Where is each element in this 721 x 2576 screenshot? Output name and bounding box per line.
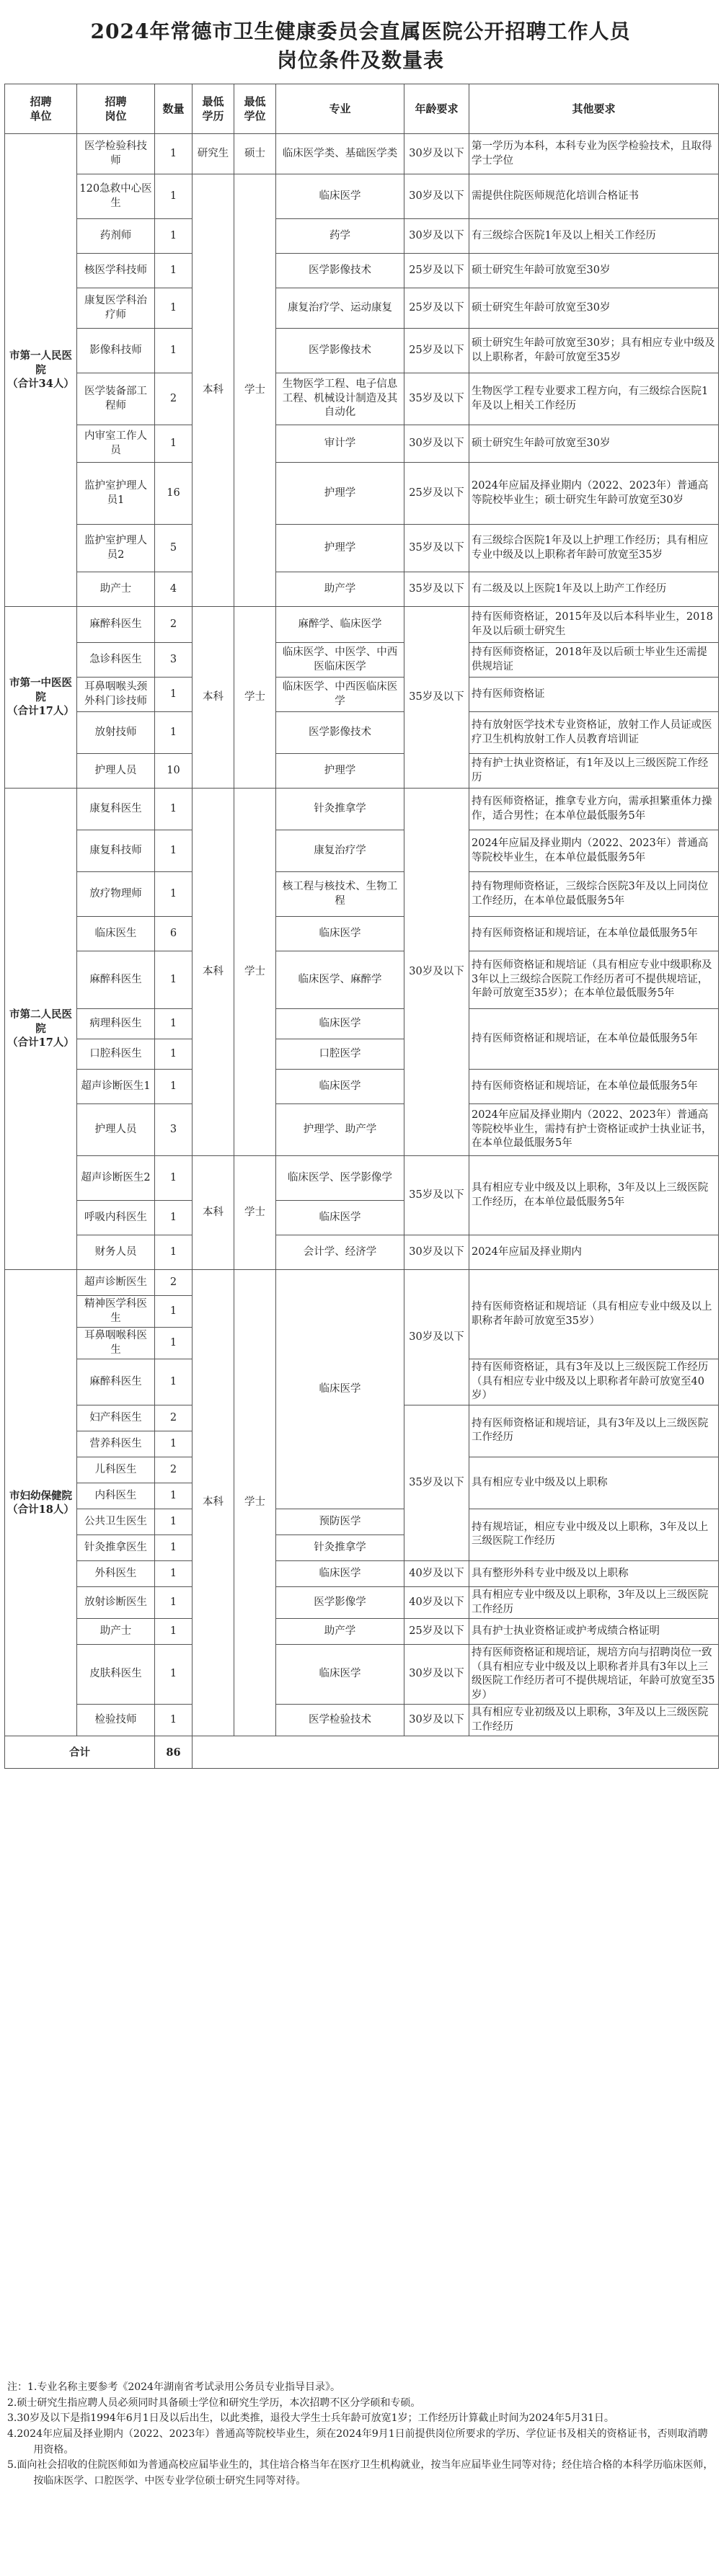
cell-qty: 1 bbox=[155, 1201, 193, 1235]
cell-age: 30岁及以下 bbox=[404, 425, 469, 463]
cell-major: 麻醉学、临床医学 bbox=[276, 607, 404, 643]
cell-qty: 1 bbox=[155, 1509, 193, 1535]
cell-other: 持有医师资格证和规培证，具有3年及以上三级医院工作经历 bbox=[469, 1405, 719, 1457]
cell-other: 有三级综合医院1年及以上护理工作经历；具有相应专业中级及以上职称者年龄可放宽至35岁 bbox=[469, 525, 719, 572]
cell-major: 医学影像技术 bbox=[276, 329, 404, 373]
cell-major: 康复治疗学 bbox=[276, 830, 404, 872]
cell-post: 急诊科医生 bbox=[77, 643, 155, 678]
table-row bbox=[5, 1270, 719, 1296]
cell-post: 药剂师 bbox=[77, 219, 155, 254]
cell-major: 助产学 bbox=[276, 572, 404, 607]
cell-major: 口腔医学 bbox=[276, 1039, 404, 1070]
cell-post: 康复科技师 bbox=[77, 830, 155, 872]
cell-other: 具有相应专业中级及以上职称，3年及以上三级医院工作经历 bbox=[469, 1586, 719, 1618]
cell-post: 超声诊断医生2 bbox=[77, 1156, 155, 1201]
table-row bbox=[5, 1070, 719, 1104]
table-row bbox=[5, 329, 719, 373]
cell-post: 医学装备部工程师 bbox=[77, 373, 155, 425]
cell-major: 针灸推拿学 bbox=[276, 789, 404, 830]
table-row bbox=[5, 254, 719, 288]
cell-edu: 本科 bbox=[193, 1270, 234, 1736]
cell-major: 医学检验技术 bbox=[276, 1705, 404, 1736]
cell-post: 临床医生 bbox=[77, 917, 155, 951]
table-header-row bbox=[5, 84, 719, 134]
cell-post: 麻醉科医生 bbox=[77, 1359, 155, 1405]
cell-qty: 1 bbox=[155, 1156, 193, 1201]
cell-qty: 1 bbox=[155, 1535, 193, 1560]
cell-qty: 1 bbox=[155, 1070, 193, 1104]
cell-post: 医学检验科技师 bbox=[77, 134, 155, 174]
cell-qty: 5 bbox=[155, 525, 193, 572]
cell-edu: 本科 bbox=[193, 1156, 234, 1270]
cell-qty: 1 bbox=[155, 219, 193, 254]
cell-major: 护理学 bbox=[276, 525, 404, 572]
cell-age: 30岁及以下 bbox=[404, 1235, 469, 1270]
cell-post: 超声诊断医生 bbox=[77, 1270, 155, 1296]
cell-degree: 学士 bbox=[234, 1270, 276, 1736]
cell-age: 30岁及以下 bbox=[404, 1270, 469, 1405]
page-title: 2024年常德市卫生健康委员会直属医院公开招聘工作人员 bbox=[90, 19, 631, 43]
cell-degree: 学士 bbox=[234, 789, 276, 1156]
cell-qty: 1 bbox=[155, 329, 193, 373]
cell-age: 35岁及以下 bbox=[404, 1156, 469, 1235]
cell-major: 护理学 bbox=[276, 463, 404, 525]
cell-age: 35岁及以下 bbox=[404, 525, 469, 572]
cell-major: 药学 bbox=[276, 219, 404, 254]
cell-major: 医学影像学 bbox=[276, 1586, 404, 1618]
cell-qty: 1 bbox=[155, 1328, 193, 1359]
cell-qty: 1 bbox=[155, 1586, 193, 1618]
cell-other: 2024年应届及择业期内（2022、2023年）普通高等院校毕业生，需持有护士资格证或护士执业证书，在本单位最低服务5年 bbox=[469, 1104, 719, 1156]
table-row bbox=[5, 951, 719, 1009]
cell-qty: 1 bbox=[155, 789, 193, 830]
cell-post: 检验技师 bbox=[77, 1705, 155, 1736]
cell-qty: 1 bbox=[155, 872, 193, 917]
table-row bbox=[5, 607, 719, 643]
cell-major: 会计学、经济学 bbox=[276, 1235, 404, 1270]
unit-1: 市第一人民医院 （合计34人） bbox=[5, 134, 77, 607]
cell-post: 120急救中心医生 bbox=[77, 174, 155, 219]
header-qty: 数量 bbox=[155, 84, 193, 134]
cell-age: 30岁及以下 bbox=[404, 174, 469, 219]
cell-post: 皮肤科医生 bbox=[77, 1645, 155, 1705]
total-row bbox=[5, 1736, 719, 1769]
cell-major: 临床医学、医学影像学 bbox=[276, 1156, 404, 1201]
cell-other: 持有医师资格证，具有3年及以上三级医院工作经历（具有相应专业中级及以上职称者年龄可放宽至40岁） bbox=[469, 1359, 719, 1405]
cell-post: 精神医学科医生 bbox=[77, 1296, 155, 1328]
page-subtitle: 岗位条件及数量表 bbox=[276, 48, 444, 72]
table-row bbox=[5, 1235, 719, 1270]
cell-other: 具有相应专业初级及以上职称，3年及以上三级医院工作经历 bbox=[469, 1705, 719, 1736]
cell-age: 30岁及以下 bbox=[404, 1705, 469, 1736]
table-row bbox=[5, 572, 719, 607]
cell-major: 临床医学 bbox=[276, 1201, 404, 1235]
cell-qty: 4 bbox=[155, 572, 193, 607]
unit-4: 市妇幼保健院 （合计18人） bbox=[5, 1270, 77, 1736]
table-row bbox=[5, 373, 719, 425]
cell-age: 35岁及以下 bbox=[404, 373, 469, 425]
table-row bbox=[5, 1705, 719, 1736]
cell-degree: 学士 bbox=[234, 607, 276, 789]
cell-other: 硕士研究生年龄可放宽至30岁 bbox=[469, 254, 719, 288]
cell-edu: 本科 bbox=[193, 607, 234, 789]
table-row bbox=[5, 1586, 719, 1618]
table-row bbox=[5, 754, 719, 789]
cell-qty: 1 bbox=[155, 678, 193, 712]
notes bbox=[7, 2380, 714, 2490]
table-row bbox=[5, 1009, 719, 1039]
cell-major: 临床医学、中西医临床医学 bbox=[276, 678, 404, 712]
cell-age: 35岁及以下 bbox=[404, 572, 469, 607]
cell-other: 生物医学工程专业要求工程方向，有三级综合医院1年及以上相关工作经历 bbox=[469, 373, 719, 425]
cell-age: 40岁及以下 bbox=[404, 1586, 469, 1618]
cell-major: 审计学 bbox=[276, 425, 404, 463]
cell-post: 呼吸内科医生 bbox=[77, 1201, 155, 1235]
cell-post: 麻醉科医生 bbox=[77, 607, 155, 643]
cell-qty: 1 bbox=[155, 254, 193, 288]
cell-qty: 1 bbox=[155, 830, 193, 872]
cell-edu: 本科 bbox=[193, 174, 234, 607]
cell-qty: 1 bbox=[155, 134, 193, 174]
cell-other: 持有医师资格证和规培证，在本单位最低服务5年 bbox=[469, 1009, 719, 1070]
cell-qty: 1 bbox=[155, 1235, 193, 1270]
cell-qty: 1 bbox=[155, 288, 193, 329]
cell-degree: 学士 bbox=[234, 1156, 276, 1270]
table-row bbox=[5, 1619, 719, 1645]
cell-post: 麻醉科医生 bbox=[77, 951, 155, 1009]
cell-qty: 1 bbox=[155, 1039, 193, 1070]
cell-post: 儿科医生 bbox=[77, 1457, 155, 1483]
cell-qty: 1 bbox=[155, 1431, 193, 1457]
header-degree: 最低 学位 bbox=[234, 84, 276, 134]
header-age: 年龄要求 bbox=[404, 84, 469, 134]
note-1: 注：1.专业名称主要参考《2024年湖南省考试录用公务员专业指导目录》。 bbox=[7, 2381, 340, 2393]
cell-age: 30岁及以下 bbox=[404, 219, 469, 254]
cell-other: 具有护士执业资格证或护考成绩合格证明 bbox=[469, 1619, 719, 1645]
table-row bbox=[5, 1560, 719, 1586]
cell-other: 2024年应届及择业期内 bbox=[469, 1235, 719, 1270]
cell-degree: 硕士 bbox=[234, 134, 276, 174]
cell-qty: 1 bbox=[155, 1359, 193, 1405]
cell-post: 耳鼻咽喉科医生 bbox=[77, 1328, 155, 1359]
table-row bbox=[5, 525, 719, 572]
cell-major: 针灸推拿学 bbox=[276, 1535, 404, 1560]
cell-qty: 2 bbox=[155, 373, 193, 425]
table-row bbox=[5, 917, 719, 951]
total-label: 合计 bbox=[5, 1736, 155, 1769]
cell-post: 内审室工作人员 bbox=[77, 425, 155, 463]
cell-other: 持有放射医学技术专业资格证，放射工作人员证或医疗卫生机构放射工作人员教育培训证 bbox=[469, 712, 719, 754]
cell-post: 助产士 bbox=[77, 572, 155, 607]
header-other: 其他要求 bbox=[469, 84, 719, 134]
note-4: 4.2024年应届及择业期内（2022、2023年）普通高等院校毕业生，须在2024年9月1日前提供岗位所要求的学历、学位证书及相关的资格证书，否则取消聘用资格。 bbox=[7, 2428, 708, 2456]
cell-age: 30岁及以下 bbox=[404, 789, 469, 1156]
table-row bbox=[5, 1104, 719, 1156]
table-row bbox=[5, 1509, 719, 1535]
cell-post: 口腔科医生 bbox=[77, 1039, 155, 1070]
cell-age: 25岁及以下 bbox=[404, 254, 469, 288]
cell-other: 具有相应专业中级及以上职称，3年及以上三级医院工作经历，在本单位最低服务5年 bbox=[469, 1156, 719, 1235]
cell-post: 超声诊断医生1 bbox=[77, 1070, 155, 1104]
cell-other: 持有规培证，相应专业中级及以上职称，3年及以上三级医院工作经历 bbox=[469, 1509, 719, 1560]
cell-qty: 1 bbox=[155, 951, 193, 1009]
cell-qty: 6 bbox=[155, 917, 193, 951]
cell-other: 2024年应届及择业期内（2022、2023年）普通高等院校毕业生；硕士研究生年龄可放宽至30岁 bbox=[469, 463, 719, 525]
cell-post: 针灸推拿医生 bbox=[77, 1535, 155, 1560]
cell-other: 有三级综合医院1年及以上相关工作经历 bbox=[469, 219, 719, 254]
cell-major: 临床医学 bbox=[276, 1009, 404, 1039]
cell-qty: 1 bbox=[155, 712, 193, 754]
table-row bbox=[5, 425, 719, 463]
cell-post: 放射诊断医生 bbox=[77, 1586, 155, 1618]
cell-major: 生物医学工程、电子信息工程、机械设计制造及其自动化 bbox=[276, 373, 404, 425]
cell-major: 临床医学 bbox=[276, 1070, 404, 1104]
cell-post: 营养科医生 bbox=[77, 1431, 155, 1457]
cell-age: 40岁及以下 bbox=[404, 1560, 469, 1586]
cell-other: 硕士研究生年龄可放宽至30岁 bbox=[469, 425, 719, 463]
cell-other: 持有物理师资格证，三级综合医院3年及以上同岗位工作经历，在本单位最低服务5年 bbox=[469, 872, 719, 917]
cell-major: 医学影像技术 bbox=[276, 712, 404, 754]
cell-major: 临床医学、麻醉学 bbox=[276, 951, 404, 1009]
cell-major: 临床医学 bbox=[276, 1560, 404, 1586]
cell-other: 具有相应专业中级及以上职称 bbox=[469, 1457, 719, 1509]
header-major: 专业 bbox=[276, 84, 404, 134]
cell-major: 核工程与核技术、生物工程 bbox=[276, 872, 404, 917]
cell-major: 预防医学 bbox=[276, 1509, 404, 1535]
cell-post: 病理科医生 bbox=[77, 1009, 155, 1039]
table-row bbox=[5, 134, 719, 174]
cell-major: 助产学 bbox=[276, 1619, 404, 1645]
cell-qty: 3 bbox=[155, 1104, 193, 1156]
table-row bbox=[5, 463, 719, 525]
unit-3: 市第二人民医院 （合计17人） bbox=[5, 789, 77, 1270]
cell-qty: 1 bbox=[155, 1560, 193, 1586]
cell-major: 护理学、助产学 bbox=[276, 1104, 404, 1156]
cell-other: 持有医师资格证，2015年及以后本科毕业生，2018年及以后硕士研究生 bbox=[469, 607, 719, 643]
cell-post: 放射技师 bbox=[77, 712, 155, 754]
cell-major: 临床医学 bbox=[276, 1270, 404, 1509]
cell-major: 护理学 bbox=[276, 754, 404, 789]
cell-other: 持有医师资格证 bbox=[469, 678, 719, 712]
cell-qty: 1 bbox=[155, 1296, 193, 1328]
cell-qty: 1 bbox=[155, 1619, 193, 1645]
cell-qty: 10 bbox=[155, 754, 193, 789]
cell-major: 临床医学 bbox=[276, 917, 404, 951]
total-empty bbox=[193, 1736, 719, 1769]
cell-post: 康复医学科治疗师 bbox=[77, 288, 155, 329]
recruitment-table bbox=[4, 84, 719, 1769]
note-3: 3.30岁及以下是指1994年6月1日及以后出生，以此类推，退役大学生士兵年龄可放宽1岁；工作经历计算截止时间为2024年5月31日。 bbox=[7, 2412, 614, 2425]
cell-major: 临床医学、中医学、中西医临床医学 bbox=[276, 643, 404, 678]
cell-other: 硕士研究生年龄可放宽至30岁；具有相应专业中级及以上职称者，年龄可放宽至35岁 bbox=[469, 329, 719, 373]
cell-other: 2024年应届及择业期内（2022、2023年）普通高等院校毕业生，在本单位最低服务5年 bbox=[469, 830, 719, 872]
cell-post: 监护室护理人员2 bbox=[77, 525, 155, 572]
cell-other: 需提供住院医师规范化培训合格证书 bbox=[469, 174, 719, 219]
cell-other: 持有医师资格证，推拿专业方向，需承担繁重体力操作，适合男性；在本单位最低服务5年 bbox=[469, 789, 719, 830]
cell-qty: 1 bbox=[155, 425, 193, 463]
table-row bbox=[5, 1645, 719, 1705]
cell-edu: 本科 bbox=[193, 789, 234, 1156]
cell-post: 护理人员 bbox=[77, 754, 155, 789]
table-row bbox=[5, 174, 719, 219]
cell-age: 25岁及以下 bbox=[404, 1619, 469, 1645]
cell-post: 外科医生 bbox=[77, 1560, 155, 1586]
unit-2: 市第一中医医院 （合计17人） bbox=[5, 607, 77, 789]
cell-other: 硕士研究生年龄可放宽至30岁 bbox=[469, 288, 719, 329]
cell-post: 财务人员 bbox=[77, 1235, 155, 1270]
table-row bbox=[5, 789, 719, 830]
table-row bbox=[5, 830, 719, 872]
cell-post: 放疗物理师 bbox=[77, 872, 155, 917]
cell-age: 30岁及以下 bbox=[404, 134, 469, 174]
table-row bbox=[5, 872, 719, 917]
cell-age: 25岁及以下 bbox=[404, 463, 469, 525]
cell-post: 助产士 bbox=[77, 1619, 155, 1645]
cell-other: 持有医师资格证和规培证，在本单位最低服务5年 bbox=[469, 917, 719, 951]
cell-qty: 2 bbox=[155, 1270, 193, 1296]
cell-post: 护理人员 bbox=[77, 1104, 155, 1156]
cell-other: 持有医师资格证和规培证（具有相应专业中级职称及3年以上三级综合医院工作经历者可不提供规培证，年龄可放宽至35岁）；在本单位最低服务5年 bbox=[469, 951, 719, 1009]
header-post: 招聘 岗位 bbox=[77, 84, 155, 134]
cell-qty: 1 bbox=[155, 174, 193, 219]
note-5: 5.面向社会招收的住院医师如为普通高校应届毕业生的，其住培合格当年在医疗卫生机构就业，按当年应届毕业生同等对待；经住培合格的本科学历临床医师，按临床医学、口腔医学、中医专业学位硕士研究生同等对待。 bbox=[7, 2459, 714, 2487]
cell-post: 公共卫生医生 bbox=[77, 1509, 155, 1535]
table-row bbox=[5, 219, 719, 254]
table-row bbox=[5, 712, 719, 754]
cell-age: 25岁及以下 bbox=[404, 329, 469, 373]
table-row bbox=[5, 678, 719, 712]
total-value: 86 bbox=[155, 1736, 193, 1769]
cell-post: 耳鼻咽喉头颈外科门诊技师 bbox=[77, 678, 155, 712]
cell-other: 持有医师资格证和规培证，规培方向与招聘岗位一致（具有相应专业中级及以上职称者并具有3年以上三级医院工作经历者可不提供规培证，年龄可放宽至35岁） bbox=[469, 1645, 719, 1705]
cell-qty: 1 bbox=[155, 1009, 193, 1039]
cell-qty: 16 bbox=[155, 463, 193, 525]
cell-major: 临床医学 bbox=[276, 174, 404, 219]
cell-qty: 1 bbox=[155, 1483, 193, 1509]
cell-age: 30岁及以下 bbox=[404, 1645, 469, 1705]
cell-other: 持有医师资格证和规培证，在本单位最低服务5年 bbox=[469, 1070, 719, 1104]
cell-qty: 2 bbox=[155, 1457, 193, 1483]
cell-post: 监护室护理人员1 bbox=[77, 463, 155, 525]
cell-major: 康复治疗学、运动康复 bbox=[276, 288, 404, 329]
cell-qty: 2 bbox=[155, 607, 193, 643]
header-edu: 最低 学历 bbox=[193, 84, 234, 134]
table-row bbox=[5, 643, 719, 678]
table-row bbox=[5, 1156, 719, 1201]
cell-age: 35岁及以下 bbox=[404, 607, 469, 789]
cell-post: 内科医生 bbox=[77, 1483, 155, 1509]
cell-post: 妇产科医生 bbox=[77, 1405, 155, 1431]
cell-qty: 2 bbox=[155, 1405, 193, 1431]
cell-other: 持有医师资格证和规培证（具有相应专业中级及以上职称者年龄可放宽至35岁） bbox=[469, 1270, 719, 1359]
cell-post: 影像科技师 bbox=[77, 329, 155, 373]
cell-post: 康复科医生 bbox=[77, 789, 155, 830]
cell-other: 第一学历为本科，本科专业为医学检验技术，且取得学士学位 bbox=[469, 134, 719, 174]
cell-qty: 1 bbox=[155, 1705, 193, 1736]
cell-other: 有二级及以上医院1年及以上助产工作经历 bbox=[469, 572, 719, 607]
table-row bbox=[5, 288, 719, 329]
cell-post: 核医学科技师 bbox=[77, 254, 155, 288]
cell-qty: 3 bbox=[155, 643, 193, 678]
cell-edu: 研究生 bbox=[193, 134, 234, 174]
header-unit: 招聘 单位 bbox=[5, 84, 77, 134]
cell-other: 持有医师资格证，2018年及以后硕士毕业生还需提供规培证 bbox=[469, 643, 719, 678]
cell-qty: 1 bbox=[155, 1645, 193, 1705]
cell-degree: 学士 bbox=[234, 174, 276, 607]
cell-other: 具有整形外科专业中级及以上职称 bbox=[469, 1560, 719, 1586]
cell-age: 25岁及以下 bbox=[404, 288, 469, 329]
cell-other: 持有护士执业资格证，有1年及以上三级医院工作经历 bbox=[469, 754, 719, 789]
cell-major: 临床医学 bbox=[276, 1645, 404, 1705]
cell-major: 医学影像技术 bbox=[276, 254, 404, 288]
cell-major: 临床医学类、基础医学类 bbox=[276, 134, 404, 174]
note-2: 2.硕士研究生指应聘人员必须同时具备硕士学位和研究生学历，本次招聘不区分学硕和专硕。 bbox=[7, 2397, 421, 2409]
cell-age: 35岁及以下 bbox=[404, 1405, 469, 1560]
